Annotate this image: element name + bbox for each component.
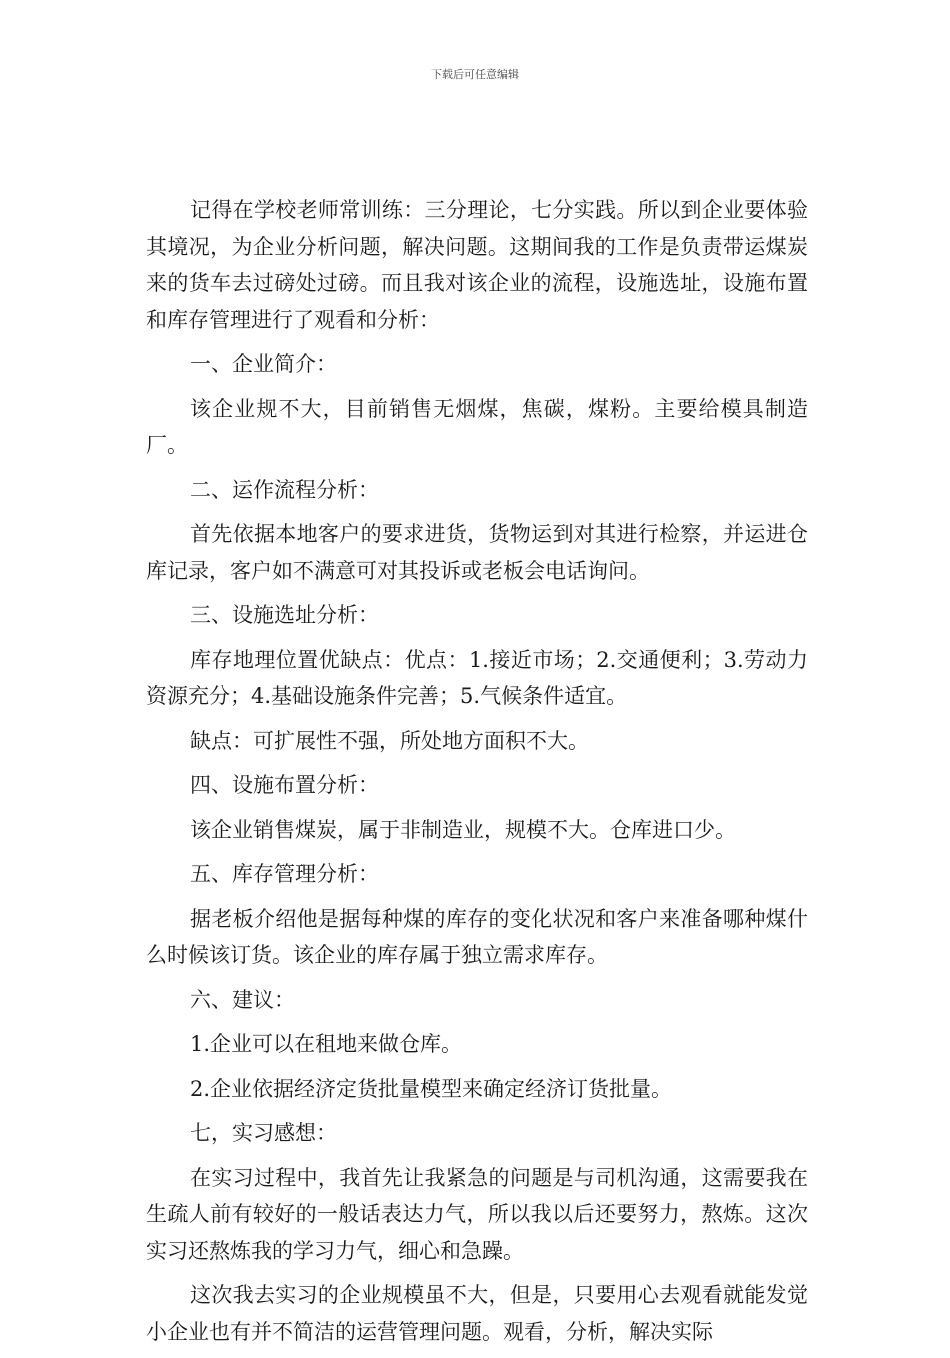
list-item: 1.企业可以在租地来做仓库。: [190, 1032, 463, 1056]
section-heading-2: 二、运作流程分析：: [190, 477, 379, 502]
paragraph: 首先依据本地客户的要求进货，货物运到对其进行检察，并运进仓库记录，客户如不满意可对其投诉或老板会电话询问。: [146, 522, 808, 583]
paragraph: 库存地理位置优缺点：优点：1.接近市场；2.交通便利；3.劳动力资源充分；4.基础设施条件完善；5.气候条件适宜。: [146, 647, 808, 708]
list-item: 2.企业依据经济定货批量模型来确定经济订货批量。: [190, 1076, 673, 1101]
paragraph: 该企业规不大，目前销售无烟煤，焦碳，煤粉。主要给模具制造厂。: [146, 396, 808, 457]
section-heading-1: 一、企业简介：: [190, 352, 337, 376]
paragraph: 这次我去实习的企业规模虽不大，但是，只要用心去观看就能发觉小企业也有并不简洁的运营管理问题。观看，分析，解决实际: [146, 1283, 808, 1344]
paragraph: 该企业销售煤炭，属于非制造业，规模不大。仓库进口少。: [190, 817, 736, 842]
paragraph: 在实习过程中，我首先让我紧急的问题是与司机沟通，这需要我在生疏人前有较好的一般话表达力气，所以我以后还要努力，熬炼。这次实习还熬炼我的学习力气，细心和急躁。: [146, 1165, 808, 1263]
section-heading-7: 七，实习感想：: [190, 1121, 337, 1145]
paragraph: 据老板介绍他是据每种煤的库存的变化状况和客户来准备哪种煤什么时候该订货。该企业的库存属于独立需求库存。: [146, 906, 808, 967]
section-heading-5: 五、库存管理分析：: [190, 862, 379, 886]
document-body: [146, 192, 808, 1358]
section-heading-4: 四、设施布置分析：: [190, 773, 379, 797]
section-heading-3: 三、设施选址分析：: [190, 603, 379, 627]
section-heading-6: 六、建议：: [190, 987, 295, 1012]
page-header: 下载后可任意编辑: [431, 68, 519, 81]
paragraph: 缺点：可扩展性不强，所处地方面积不大。: [190, 728, 589, 753]
intro-paragraph: 记得在学校老师常训练：三分理论，七分实践。所以到企业要体验其境况，为企业分析问题，解决问题。这期间我的工作是负责带运煤炭来的货车去过磅处过磅。而且我对该企业的流程，设施选址，设施布置和库存管理进行了观看和分析：: [146, 198, 808, 332]
